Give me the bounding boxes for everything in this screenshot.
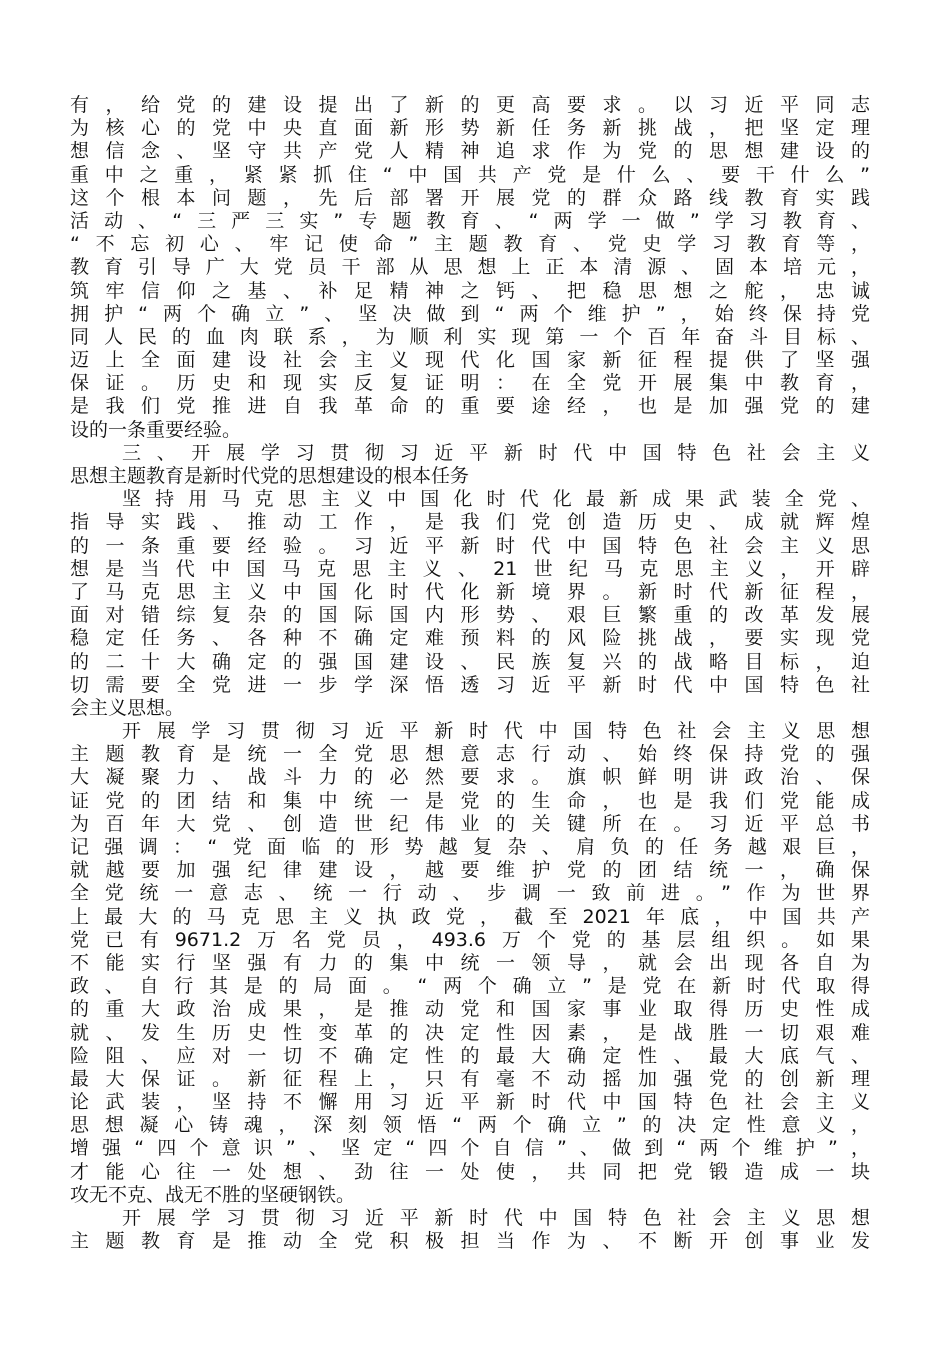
- text-line: 才能心往一处想、劲往一处使，共同把党锻造成一块: [70, 1160, 870, 1183]
- text-line: 活动、“三严三实”专题教育、“两学一做”学习教育、: [70, 209, 870, 232]
- text-line: 开展学习贯彻习近平新时代中国特色社会主义思想: [122, 720, 870, 743]
- text-line: 政、自行其是的局面。“两个确立”是党在新时代取得: [70, 975, 870, 998]
- text-line: 记强调：“党面临的形势越复杂、肩负的任务越艰巨，: [70, 836, 870, 858]
- text-line: 会主义思想。: [70, 696, 185, 719]
- text-line: 主题教育是统一全党思想意志行动、始终保持党的强: [70, 743, 870, 766]
- text-line: 坚持用马克思主义中国化时代化最新成果武装全党、: [122, 488, 870, 511]
- text-line: 证党的团结和集中统一是党的生命，也是我们党能成: [70, 789, 870, 812]
- text-line: 的二十大确定的强国建设、民族复兴的战略目标，迫: [70, 650, 870, 673]
- text-line: 同人民的血肉联系，为顺利实现第一个百年奋斗目标、: [70, 325, 870, 348]
- text-line: 拥护“两个确立”、坚决做到“两个维护”，始终保持党: [70, 302, 870, 325]
- text-line: 筑牢信仰之基、补足精神之钙、把稳思想之舵，忠诚: [70, 279, 870, 302]
- text-line: 指导实践、推动工作，是我们党创造历史、成就辉煌: [70, 511, 870, 534]
- text-line: 大凝聚力、战斗力的必然要求。旗帜鲜明讲政治、保: [70, 766, 870, 789]
- text-line: 的一条重要经验。习近平新时代中国特色社会主义思: [70, 534, 870, 557]
- text-line: 为核心的党中央直面新形势新任务新挑战，把坚定理: [70, 117, 870, 140]
- text-line: 是我们党推进自我革命的重要途经，也是加强党的建: [70, 395, 870, 418]
- text-line: 开展学习贯彻习近平新时代中国特色社会主义思想: [122, 1207, 870, 1229]
- text-line: 重中之重，紧紧抓住“中国共产党是什么、要干什么”: [70, 163, 870, 186]
- text-line: 险阻、应对一切不确定性的最大确定性、最大底气、: [70, 1044, 870, 1067]
- text-line: 就越要加强纪律建设，越要维护党的团结统一，确保: [70, 859, 870, 882]
- text-line: 保证。历史和现实反复证明：在全党开展集中教育，: [70, 372, 870, 395]
- text-line: 攻无不克、战无不胜的坚硬钢铁。: [70, 1183, 356, 1206]
- text-line: 了马克思主义中国化时代化新境界。新时代新征程，: [70, 580, 870, 603]
- text-line: 增强“四个意识”、坚定“四个自信”、做到“两个维护”，: [70, 1137, 870, 1160]
- text-line: 论武装，坚持不懈用习近平新时代中国特色社会主义: [70, 1091, 870, 1114]
- text-line: 思想主题教育是新时代党的思想建设的根本任务: [70, 465, 470, 487]
- text-line: 设的一条重要经验。: [70, 418, 242, 441]
- text-line: 想是当代中国马克思主义、21世纪马克思主义，开辟: [70, 557, 870, 580]
- text-line: 主题教育是推动全党积极担当作为、不断开创事业发: [70, 1230, 870, 1253]
- text-line: “不忘初心、牢记使命”主题教育、党史学习教育等，: [70, 233, 870, 256]
- text-line: 的重大政治成果，是推动党和国家事业取得历史性成: [70, 998, 870, 1021]
- text-line: 有，给党的建设提出了新的更高要求。以习近平同志: [70, 94, 870, 116]
- text-line: 迈上全面建设社会主义现代化国家新征程提供了坚强: [70, 349, 870, 372]
- text-line: 全党统一意志、统一行动、步调一致前进。”作为世界: [70, 882, 870, 905]
- text-line: 这个根本问题，先后部署开展党的群众路线教育实践: [70, 186, 870, 209]
- text-line: 思想凝心铸魂，深刻领悟“两个确立”的决定性意义，: [70, 1114, 870, 1137]
- text-line: 教育引导广大党员干部从思想上正本清源、固本培元，: [70, 256, 870, 279]
- text-line: 党已有9671.2万名党员，493.6万个党的基层组织。如果: [70, 928, 870, 951]
- text-line: 不能实行坚强有力的集中统一领导，就会出现各自为: [70, 951, 870, 974]
- text-line: 为百年大党、创造世纪伟业的关键所在。习近平总书: [70, 812, 870, 835]
- text-line: 切需要全党进一步学深悟透习近平新时代中国特色社: [70, 673, 870, 696]
- text-line: 最大保证。新征程上，只有毫不动摇加强党的创新理: [70, 1067, 870, 1090]
- text-line: 就、发生历史性变革的决定性因素，是战胜一切艰难: [70, 1021, 870, 1044]
- text-line: 想信念、坚守共产党人精神追求作为党的思想建设的: [70, 140, 870, 163]
- text-line: 上最大的马克思主义执政党，截至2021年底，中国共产: [70, 905, 870, 928]
- text-line: 面对错综复杂的国际国内形势、艰巨繁重的改革发展: [70, 604, 870, 627]
- document-body: [70, 94, 870, 1253]
- text-line: 稳定任务、各种不确定难预料的风险挑战，要实现党: [70, 627, 870, 650]
- text-line: 三、开展学习贯彻习近平新时代中国特色社会主义: [122, 441, 870, 464]
